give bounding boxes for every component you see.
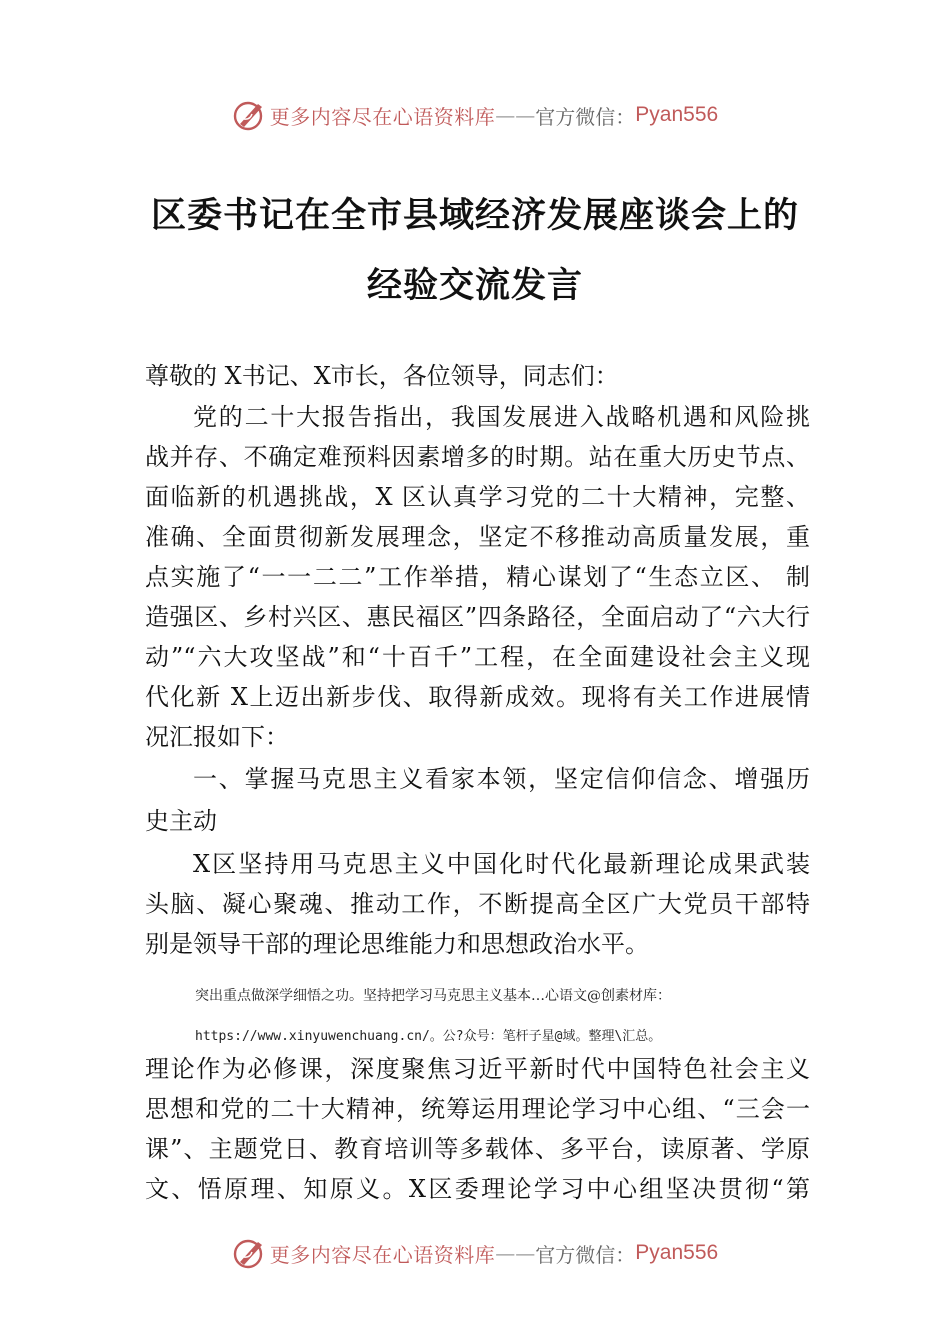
paragraph-line: 思想和党的二十大精神，统筹运用理论学习中心组、“三会一 bbox=[145, 1095, 810, 1123]
pen-logo-icon bbox=[232, 98, 266, 132]
wechat-label: 官方微信： bbox=[535, 104, 636, 129]
document-title-line-1: 区委书记在全市县域经济发展座谈会上的 bbox=[150, 195, 799, 236]
paragraph-line: 课”、主题党日、教育培训等多载体、多平台，读原著、学原 bbox=[145, 1135, 810, 1163]
wechat-id: Pyan556 bbox=[635, 1241, 719, 1264]
watermark-text: 更多内容尽在心语资料库 bbox=[269, 1242, 496, 1267]
pen-logo-icon bbox=[232, 1236, 266, 1270]
wechat-label: 官方微信： bbox=[535, 1242, 636, 1267]
paragraph-line: 文、悟原理、知原义。X区委理论学习中心组坚决贯彻“第 bbox=[145, 1175, 810, 1203]
paragraph-line: 理论作为必修课，深度聚焦习近平新时代中国特色社会主义 bbox=[145, 1055, 810, 1083]
paragraph-line: 党的二十大报告指出，我国发展进入战略机遇和风险挑 bbox=[193, 403, 810, 431]
paragraph-line: 况汇报如下： bbox=[145, 723, 289, 751]
inserted-note-url-line: https://www.xinyuwenchuang.cn/。公?众号：笔杆子星@域。整理\汇总。 bbox=[195, 1029, 662, 1044]
paragraph-line: 造强区、乡村兴区、惠民福区”四条路径，全面启动了“六大行 bbox=[145, 603, 810, 631]
paragraph-line: 代化新 X上迈出新步伐、取得新成效。现将有关工作进展情 bbox=[145, 683, 810, 711]
section-heading-line: 史主动 bbox=[145, 807, 217, 835]
paragraph-line: 头脑、凝心聚魂、推动工作，不断提高全区广大党员干部特 bbox=[145, 890, 810, 918]
section-heading-line: 一、掌握马克思主义看家本领，坚定信仰信念、增强历 bbox=[193, 765, 810, 793]
watermark-separator: —— bbox=[495, 103, 536, 127]
watermark-separator: —— bbox=[495, 1241, 536, 1265]
paragraph-line: 准确、全面贯彻新发展理念，坚定不移推动高质量发展，重 bbox=[145, 523, 810, 551]
paragraph-line: X区坚持用马克思主义中国化时代化最新理论成果武装 bbox=[193, 850, 810, 878]
paragraph-line: 别是领导干部的理论思维能力和思想政治水平。 bbox=[145, 930, 649, 958]
paragraph-line: 面临新的机遇挑战，X 区认真学习党的二十大精神，完整、 bbox=[145, 483, 810, 511]
watermark-banner-bottom bbox=[0, 1233, 950, 1273]
salutation: 尊敬的 X书记、X市长，各位领导，同志们： bbox=[145, 362, 619, 390]
paragraph-line: 战并存、不确定难预料因素增多的时期。站在重大历史节点、 bbox=[145, 443, 810, 471]
watermark-banner-top bbox=[0, 95, 950, 135]
wechat-id: Pyan556 bbox=[635, 103, 719, 126]
inserted-note-line: 突出重点做深学细悟之功。坚持把学习马克思主义基本…心语文@创素材库： bbox=[195, 988, 671, 1004]
document-title-line-2: 经验交流发言 bbox=[366, 265, 583, 306]
watermark-text: 更多内容尽在心语资料库 bbox=[269, 104, 496, 129]
paragraph-line: 点实施了“一一二二”工作举措，精心谋划了“生态立区、 制 bbox=[145, 563, 810, 591]
paragraph-line: 动”“六大攻坚战”和“十百千”工程，在全面建设社会主义现 bbox=[145, 643, 810, 671]
